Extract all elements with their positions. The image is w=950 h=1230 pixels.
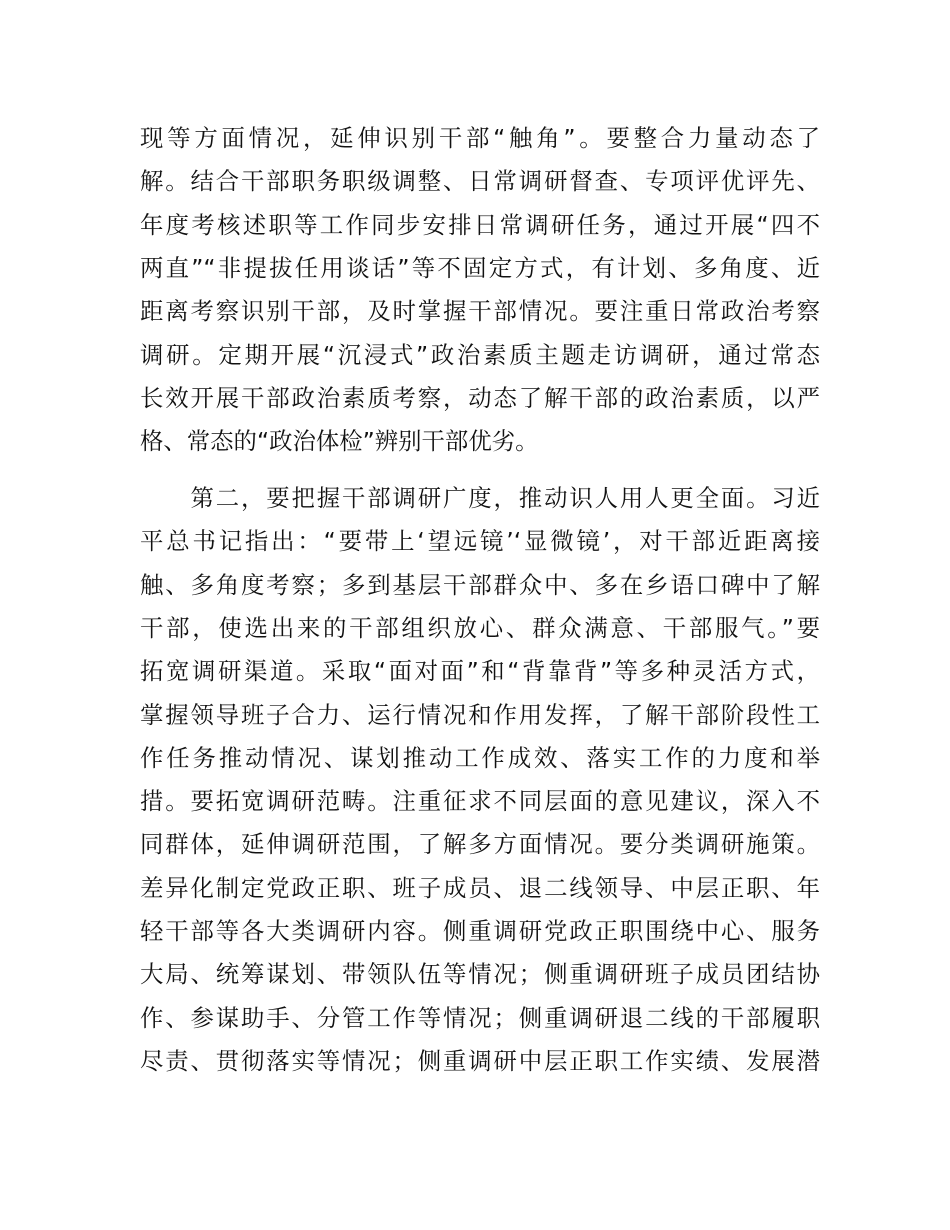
text-line-6: 调研。定期开展“沉浸式”政治素质主题走访调研，通过常态 [140, 340, 820, 369]
text-line-8: 格、常态的“政治体检”辨别干部优劣。 [140, 427, 539, 456]
text-line-9: 第二，要把握干部调研广度，推动识人用人更全面。习近 [140, 484, 820, 512]
text-line-14: 掌握领导班子合力、运行情况和作用发挥，了解干部阶段性工 [140, 700, 820, 729]
text-line-1: 现等方面情况，延伸识别干部“触角”。要整合力量动态了 [140, 124, 820, 152]
text-line-13: 拓宽调研渠道。采取“面对面”和“背靠背”等多种灵活方式， [140, 657, 820, 686]
text-line-2: 解。结合干部职务职级调整、日常调研督查、专项评优评先、 [140, 167, 820, 196]
text-line-21: 作、参谋助手、分管工作等情况；侧重调研退二线的干部履职 [140, 1003, 820, 1032]
text-line-3: 年度考核述职等工作同步安排日常调研任务，通过开展“四不 [140, 210, 820, 239]
text-line-4: 两直”“非提拔任用谈话”等不固定方式，有计划、多角度、近 [140, 253, 820, 282]
text-line-17: 同群体，延伸调研范围，了解多方面情况。要分类调研施策。 [140, 830, 820, 859]
text-line-12: 干部，使选出来的干部组织放心、群众满意、干部服气。”要 [140, 613, 820, 642]
text-line-15: 作任务推动情况、谋划推动工作成效、落实工作的力度和举 [140, 743, 820, 772]
text-line-10: 平总书记指出：“要带上‘望远镜’‘显微镜’，对干部近距离接 [140, 527, 820, 556]
text-line-18: 差异化制定党政正职、班子成员、退二线领导、中层正职、年 [140, 873, 820, 902]
text-line-5: 距离考察识别干部，及时掌握干部情况。要注重日常政治考察 [140, 297, 820, 326]
text-line-11: 触、多角度考察；多到基层干部群众中、多在乡语口碑中了解 [140, 570, 820, 599]
text-line-20: 大局、统筹谋划、带领队伍等情况；侧重调研班子成员团结协 [140, 960, 820, 989]
text-line-7: 长效开展干部政治素质考察，动态了解干部的政治素质，以严 [140, 383, 820, 412]
text-line-22: 尽责、贯彻落实等情况；侧重调研中层正职工作实绩、发展潜 [140, 1046, 820, 1075]
text-line-19: 轻干部等各大类调研内容。侧重调研党政正职围绕中心、服务 [140, 917, 820, 945]
text-line-16: 措。要拓宽调研范畴。注重征求不同层面的意见建议，深入不 [140, 787, 820, 816]
